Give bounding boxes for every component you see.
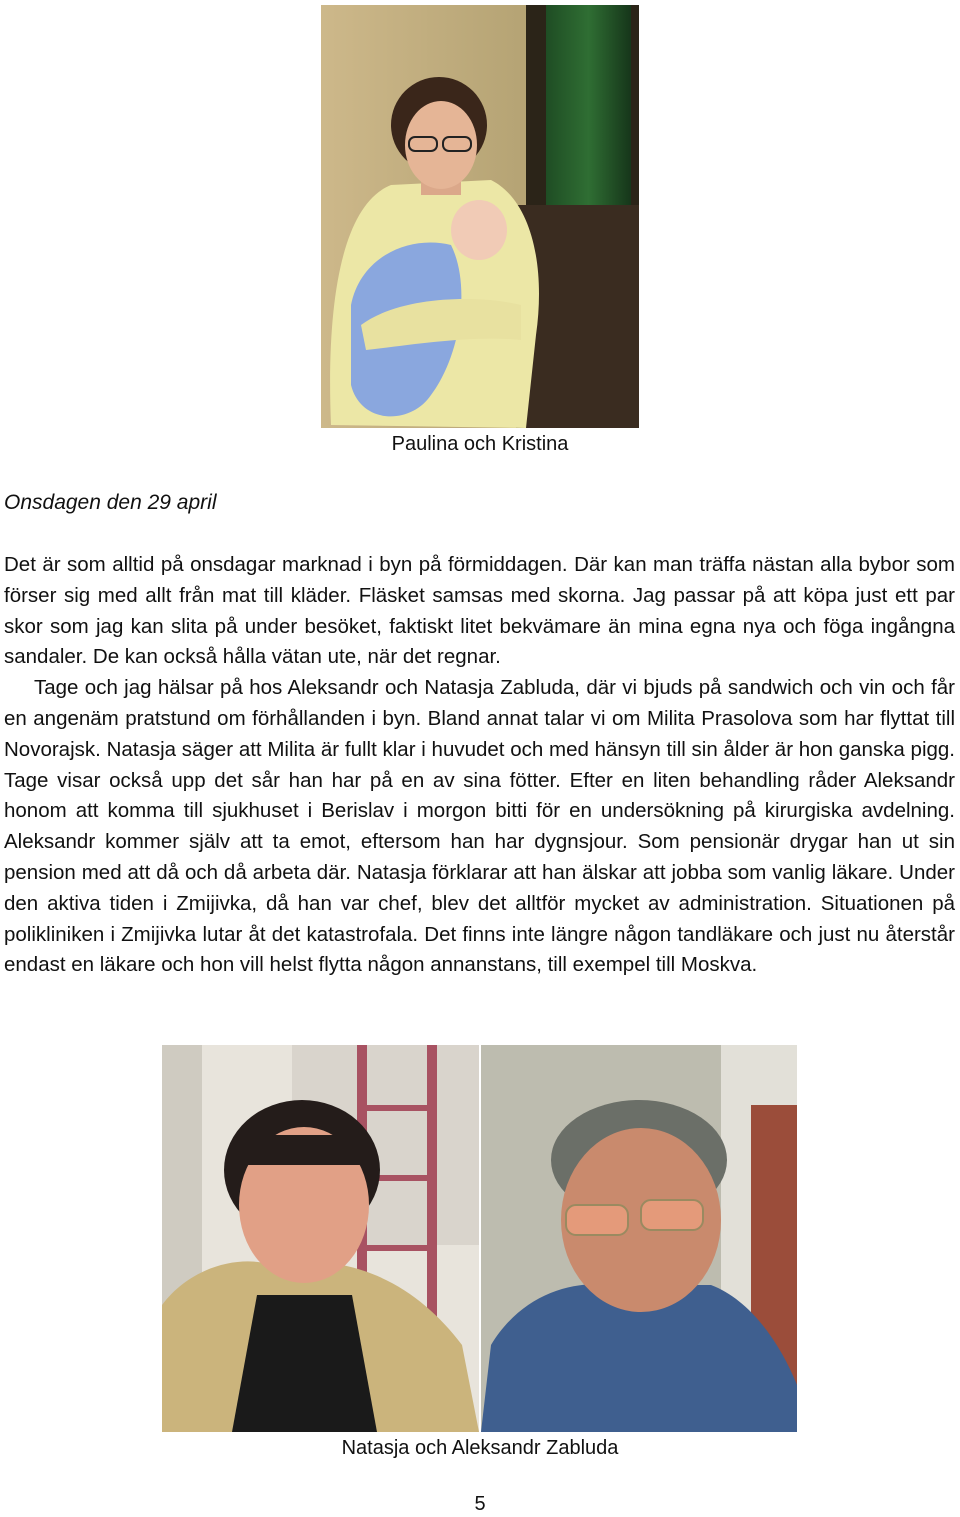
photo-aleksandr — [481, 1045, 797, 1432]
date-heading: Onsdagen den 29 april — [4, 491, 217, 514]
photo-natasja — [162, 1045, 479, 1432]
page-number: 5 — [474, 1493, 486, 1515]
article-body — [4, 550, 955, 981]
photo-paulina-kristina — [321, 5, 639, 428]
photo-caption: Natasja och Aleksandr Zabluda — [341, 1437, 619, 1459]
photo-caption: Paulina och Kristina — [391, 433, 569, 455]
paragraph: Det är som alltid på onsdagar marknad i byn på förmiddagen. Där kan man träffa nästan alla bybor som förser sig med allt från mat till kläder. Fläsket samsas med skorna. Jag passar på att köpa just ett par skor som jag kan slita på under besöket, faktiskt litet bekvämare än mina egna nya och föga ingångna sandaler. De kan också hålla vätan ute, när det regnar. — [4, 553, 955, 669]
paragraph: Tage och jag hälsar på hos Aleksandr och Natasja Zabluda, där vi bjuds på sandwich och vin och får en angenäm pratstund om förhållanden i byn. Bland annat talar vi om Milita Prasolova som har flyttat till Novorajsk. Natasja säger att Milita är fullt klar i huvudet och med hänsyn till sin ålder är hon ganska pigg. Tage visar också upp det sår han har på en av sina fötter. Efter en liten behandling råder Aleksandr honom att komma till sjukhuset i Berislav i morgon bitti för en undersökning på kirurgiska avdelning. Aleksandr kommer själv att ta emot, eftersom han har dygnsjour. Som pensionär drygar han ut sin pension med att då och då arbeta där. Natasja förklarar att han älskar att jobba som vanlig läkare. Under den aktiva tiden i Zmijivka, då han var chef, blev det alltför mycket av administration. Situationen på polikliniken i Zmijivka lutar åt det katastrofala. Det finns inte längre någon tandläkare och just nu återstår endast en läkare och hon vill helst flytta någon annanstans, till exempel till Moskva. — [4, 676, 955, 977]
